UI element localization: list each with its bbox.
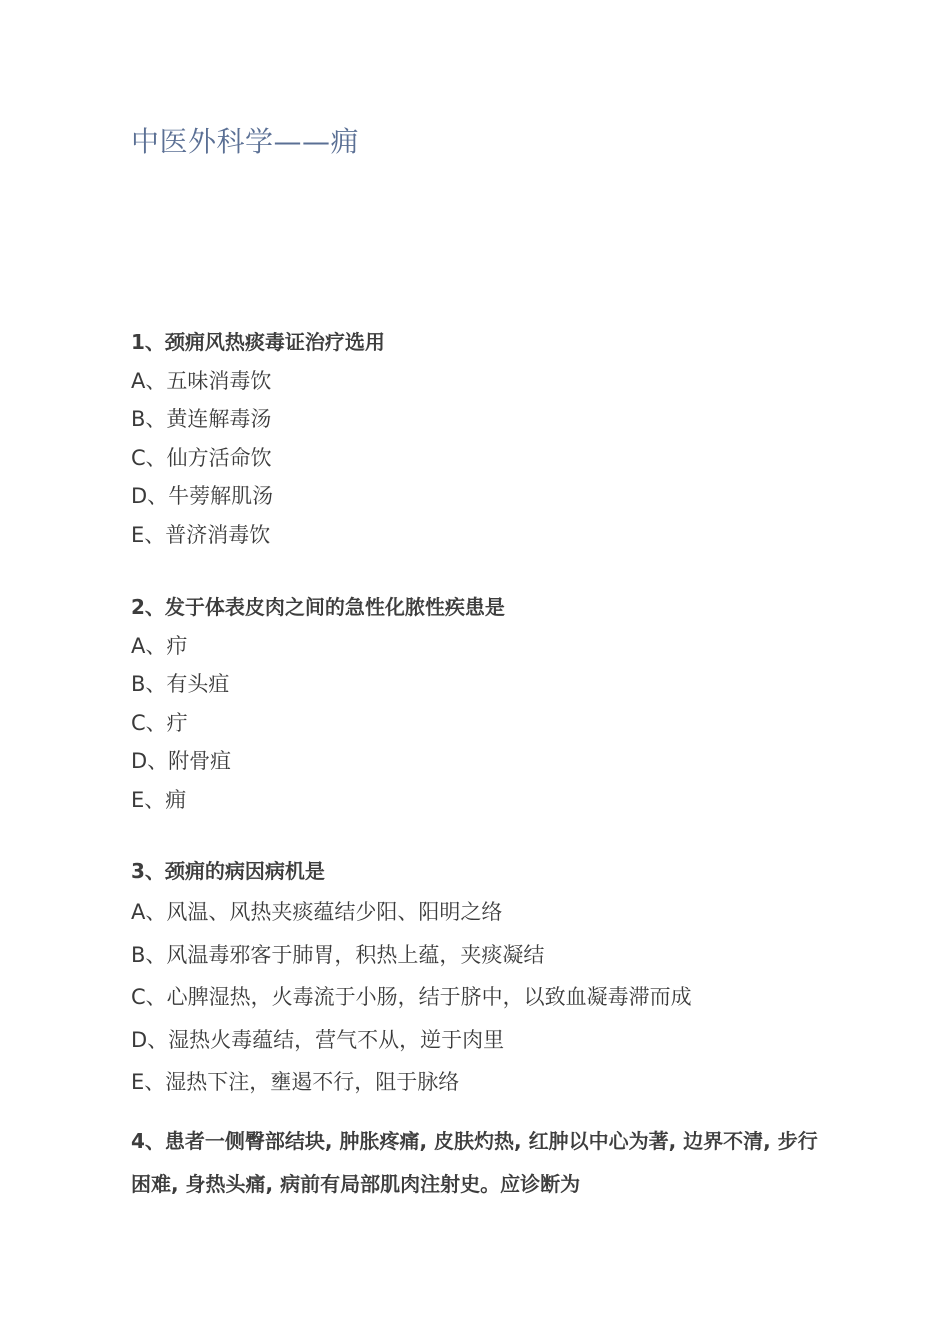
option-a: A、五味消毒饮 xyxy=(131,369,272,393)
question-stem: 4、患者一侧臀部结块, 肿胀疼痛, 皮肤灼热, 红肿以中心为著, 边界不清, 步行困难, 身热头痛, 病前有局部肌肉注射史。应诊断为 xyxy=(131,1129,818,1196)
option-e: E、痈 xyxy=(131,787,187,812)
option-e: E、普济消毒饮 xyxy=(131,522,271,547)
option-b: B、风温毒邪客于肺胃，积热上蕴，夹痰凝结 xyxy=(131,942,545,967)
option-b: B、有头疽 xyxy=(131,672,230,697)
question-stem: 2、发于体表皮肉之间的急性化脓性疾患是 xyxy=(131,595,505,619)
question-1 xyxy=(131,322,821,554)
option-d: D、湿热火毒蕴结，营气不从，逆于肉里 xyxy=(131,1027,505,1052)
option-e: E、湿热下注，壅遏不行，阻于脉络 xyxy=(131,1070,460,1094)
question-stem: 1、颈痈风热痰毒证治疗选用 xyxy=(131,330,385,354)
option-c: C、疔 xyxy=(131,710,188,735)
option-b: B、黄连解毒汤 xyxy=(131,407,272,432)
option-d: D、附骨疽 xyxy=(131,749,232,774)
option-c: C、仙方活命饮 xyxy=(131,445,272,470)
question-stem: 3、颈痈的病因病机是 xyxy=(131,859,325,883)
question-3 xyxy=(131,851,821,1104)
question-2 xyxy=(131,587,821,819)
option-d: D、牛蒡解肌汤 xyxy=(131,484,274,509)
option-a: A、风温、风热夹痰蕴结少阳、阳明之络 xyxy=(131,900,503,924)
document-title: 中医外科学——痈 xyxy=(131,125,360,158)
option-c: C、心脾湿热，火毒流于小肠，结于脐中，以致血凝毒滞而成 xyxy=(131,985,692,1009)
option-a: A、疖 xyxy=(131,634,188,658)
question-4 xyxy=(131,1120,831,1206)
